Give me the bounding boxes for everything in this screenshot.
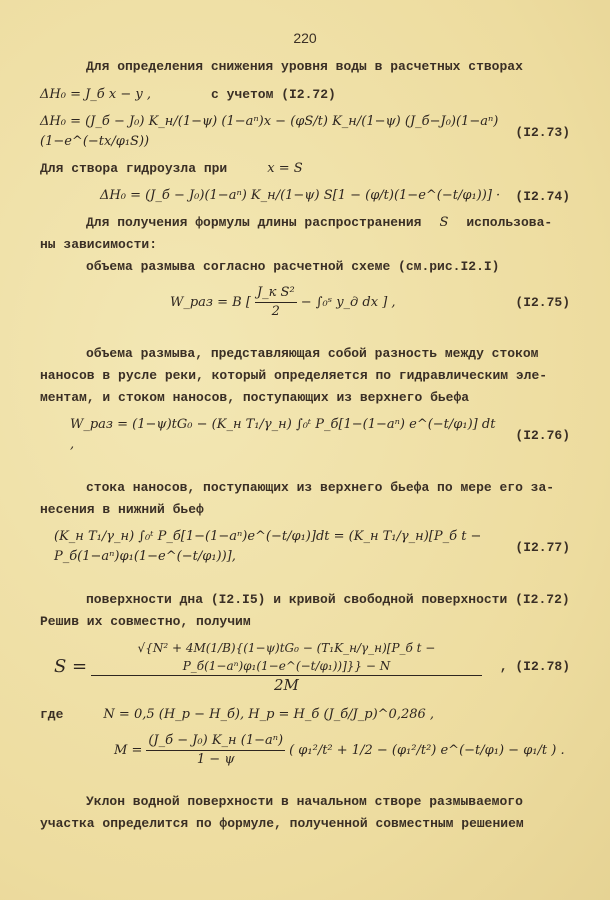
formula-row (40, 284, 570, 321)
formula-12-75 (170, 284, 501, 321)
formula-row (40, 186, 570, 206)
text-line: Для створа гидроузла при (40, 161, 228, 176)
fraction (255, 284, 297, 321)
text-line: объема размыва, представляющая собой разность между стоком (86, 346, 539, 361)
formula-m (114, 732, 570, 769)
formula-row (40, 732, 570, 769)
text-row (40, 158, 570, 180)
formula-part: S = (54, 655, 88, 677)
formula-delta-h0-definition: ΔH₀ = J_б x − y , (40, 87, 151, 102)
formula-12-74: ΔH₀ = (J_б − J₀)(1−aⁿ) K_н/(1−ψ) S[1 − (φ/t)(1−e^(−t/φ₁))] · (100, 188, 501, 203)
text-row (40, 212, 570, 234)
equation-number: (I2.77) (515, 539, 570, 555)
formula-row (40, 84, 570, 106)
formula-row (40, 704, 570, 726)
text-line: поверхности дна (I2.I5) и кривой свободной поверхности (I2.72) (86, 592, 570, 607)
denominator: 2M (274, 676, 299, 694)
equation-number: (I2.74) (515, 188, 570, 204)
denominator: 1 − ψ (196, 752, 235, 767)
formula-x-equals-s: x = S (267, 161, 303, 176)
formula-part: ( φ₁²/t² + 1/2 − (φ₁²/t²) e^(−t/φ₁) − φ₁/t ) . (289, 742, 565, 758)
text-line: несения в нижний бьеф (40, 502, 204, 517)
formula-part: W_раз = B [ (170, 294, 251, 310)
fraction (91, 639, 482, 694)
numerator: (J_б − J₀) K_н (1−aⁿ) (146, 732, 285, 751)
formula-n-hp: N = 0,5 (H_р − H_б), H_р = H_б (J_б/J_р)^0,286 , (103, 707, 435, 722)
formula-row (40, 639, 570, 694)
text-line: где (40, 707, 64, 722)
formula-symbol-s: S (439, 215, 449, 230)
formula-row (40, 415, 570, 455)
text-line: ны зависимости: (40, 237, 158, 252)
formula-12-78 (54, 639, 486, 694)
numerator: √{N² + 4M(1/B){(1−ψ)tG₀ − (T₁K_н/γ_н)[P_б t − P_б(1−aⁿ)φ₁(1−e^(−t/φ₁))]}} − N (91, 639, 482, 676)
numerator: J_к S² (255, 284, 297, 303)
text-line: Решив их совместно, получим (40, 614, 251, 629)
text-line: Для получения формулы длины распространения (86, 215, 422, 230)
formula-part: M = (114, 742, 143, 758)
formula-12-76: W_раз = (1−ψ)tG₀ − (K_н T₁/γ_н) ∫₀ᵗ P_б[1−(1−aⁿ) e^(−t/φ₁)] dt , (70, 417, 496, 452)
page-number: 220 (293, 30, 317, 46)
fraction (146, 732, 285, 769)
text-line: объема размыва согласно расчетной схеме (см.рис.I2.I) (86, 259, 500, 274)
formula-row (40, 527, 570, 567)
formula-12-73: ΔH₀ = (J_б − J₀) K_н/(1−ψ) (1−aⁿ)x − (φS/t) K_н/(1−ψ) (J_б−J₀)(1−aⁿ)(1−e^(−tx/φ₁S)) (40, 114, 499, 149)
formula-row (40, 112, 570, 152)
text-line: с учетом (I2.72) (210, 87, 336, 102)
text-line: использова- (466, 215, 553, 230)
equation-number: (I2.76) (515, 427, 570, 443)
formula-12-77: (K_н T₁/γ_н) ∫₀ᵗ P_б[1−(1−aⁿ)e^(−t/φ₁)]dt = (K_н T₁/γ_н)[P_б t − P_б(1−aⁿ)φ₁(1−e^(−t/φ₁))], (54, 529, 482, 564)
text-line: наносов в русле реки, который определяется по гидравлическим эле- (40, 368, 548, 383)
formula-part: − ∫₀ˢ y_д dx ] , (300, 294, 396, 310)
text-line: ментам, и стоком наносов, поступающих из верхнего бьефа (40, 390, 470, 405)
text-line: Уклон водной поверхности в начальном створе размываемого (86, 794, 523, 809)
text-line: стока наносов, поступающих из верхнего бьефа по мере его за- (86, 480, 555, 495)
text-line: Для определения снижения уровня воды в расчетных створах (86, 59, 523, 74)
equation-number: , (I2.78) (499, 659, 570, 674)
equation-number: (I2.73) (515, 124, 570, 140)
equation-number: (I2.75) (515, 295, 570, 310)
text-line: участка определится по формуле, полученной совместным решением (40, 816, 524, 831)
denominator: 2 (271, 304, 280, 319)
